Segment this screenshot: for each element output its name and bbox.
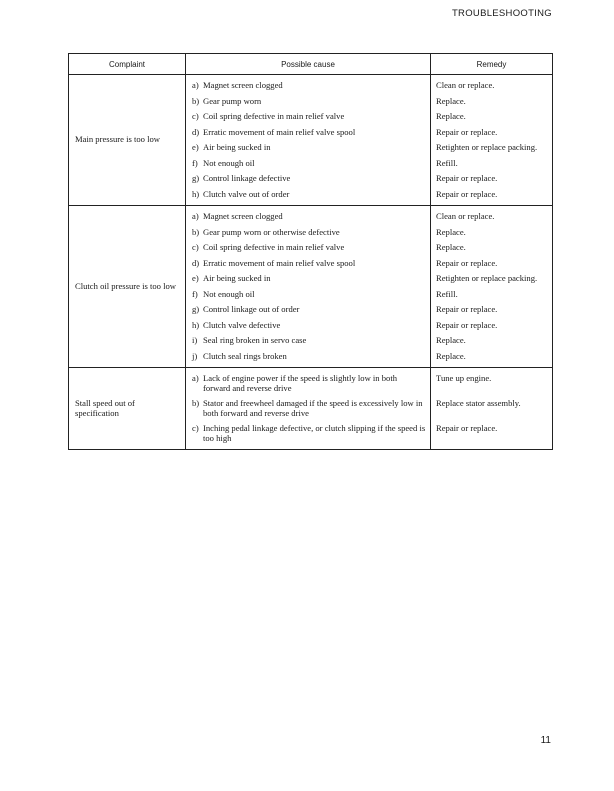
- cause-text: Stator and freewheel damaged if the speed is excessively low in both forward and reverse drive: [203, 398, 423, 418]
- cause-letter: c): [192, 242, 199, 252]
- cause-letter: f): [192, 288, 198, 299]
- cause-text: Not enough oil: [203, 288, 255, 299]
- cause-text: Gear pump worn or otherwise defective: [203, 226, 340, 237]
- remedy-text: Repair or replace.: [436, 319, 498, 330]
- cause-text: Seal ring broken in servo case: [203, 335, 307, 345]
- cause-letter: a): [192, 211, 199, 221]
- cause-text: Magnet screen clogged: [203, 211, 283, 221]
- remedy-cell: [431, 225, 553, 241]
- complaint-cell: Clutch oil pressure is too low: [69, 206, 186, 368]
- cause-letter: e): [192, 142, 199, 152]
- possible-cause-cell: [186, 256, 431, 272]
- remedy-cell: [431, 206, 553, 225]
- remedy-text: Clean or replace.: [436, 211, 495, 221]
- possible-cause-cell: [186, 156, 431, 172]
- cause-letter: a): [192, 80, 199, 90]
- possible-cause-cell: [186, 140, 431, 156]
- remedy-cell: [431, 240, 553, 256]
- remedy-text: Repair or replace.: [436, 188, 498, 199]
- column-header-remedy: Remedy: [431, 54, 553, 75]
- table-header-row: [69, 54, 553, 75]
- cause-letter: a): [192, 373, 199, 383]
- cause-letter: b): [192, 398, 200, 408]
- cause-letter: c): [192, 111, 199, 121]
- remedy-cell: [431, 333, 553, 349]
- cause-letter: g): [192, 304, 200, 314]
- cause-text: Clutch seal rings broken: [203, 350, 287, 361]
- remedy-text: Repair or replace.: [436, 257, 498, 268]
- remedy-cell: [431, 140, 553, 156]
- remedy-text: Replace.: [436, 226, 466, 237]
- table-row: [69, 368, 553, 397]
- remedy-cell: [431, 368, 553, 397]
- remedy-text: Refill.: [436, 288, 458, 299]
- remedy-cell: [431, 302, 553, 318]
- cause-letter: d): [192, 257, 200, 268]
- cause-text: Inching pedal linkage defective, or clutch slipping if the speed is too high: [203, 423, 426, 443]
- possible-cause-cell: [186, 302, 431, 318]
- remedy-text: Tune up engine.: [436, 373, 492, 383]
- remedy-cell: [431, 109, 553, 125]
- cause-letter: c): [192, 423, 199, 433]
- possible-cause-cell: [186, 368, 431, 397]
- cause-text: Clutch valve out of order: [203, 188, 290, 199]
- remedy-cell: [431, 318, 553, 334]
- troubleshooting-table: [68, 53, 553, 450]
- remedy-cell: [431, 421, 553, 450]
- cause-text: Erratic movement of main relief valve spool: [203, 126, 356, 137]
- cause-text: Coil spring defective in main relief valve: [203, 111, 345, 121]
- cause-text: Lack of engine power if the speed is slightly low in both forward and reverse drive: [203, 373, 398, 393]
- possible-cause-cell: [186, 318, 431, 334]
- cause-text: Not enough oil: [203, 157, 255, 168]
- remedy-cell: [431, 271, 553, 287]
- cause-letter: b): [192, 95, 200, 106]
- remedy-cell: [431, 94, 553, 110]
- cause-letter: h): [192, 188, 200, 199]
- remedy-cell: [431, 349, 553, 368]
- possible-cause-cell: [186, 94, 431, 110]
- cause-letter: h): [192, 319, 200, 330]
- cause-text: Air being sucked in: [203, 273, 271, 283]
- possible-cause-cell: [186, 240, 431, 256]
- possible-cause-cell: [186, 109, 431, 125]
- remedy-text: Repair or replace.: [436, 423, 498, 433]
- possible-cause-cell: [186, 333, 431, 349]
- possible-cause-cell: [186, 271, 431, 287]
- cause-text: Control linkage defective: [203, 173, 291, 183]
- cause-letter: j): [192, 350, 198, 361]
- possible-cause-cell: [186, 171, 431, 187]
- remedy-cell: [431, 75, 553, 94]
- remedy-text: Replace.: [436, 95, 466, 106]
- complaint-cell: Stall speed out of specification: [69, 368, 186, 450]
- page-number: 11: [540, 735, 551, 746]
- remedy-cell: [431, 156, 553, 172]
- running-header: TROUBLESHOOTING: [451, 8, 552, 19]
- cause-text: Magnet screen clogged: [203, 80, 283, 90]
- possible-cause-cell: [186, 125, 431, 141]
- remedy-text: Clean or replace.: [436, 80, 495, 90]
- remedy-text: Replace stator assembly.: [436, 398, 521, 408]
- remedy-text: Replace.: [436, 350, 466, 361]
- remedy-text: Retighten or replace packing.: [436, 273, 538, 283]
- remedy-text: Retighten or replace packing.: [436, 142, 538, 152]
- possible-cause-cell: [186, 287, 431, 303]
- possible-cause-cell: [186, 225, 431, 241]
- table-body: [69, 75, 553, 450]
- remedy-cell: [431, 171, 553, 187]
- cause-letter: f): [192, 157, 198, 168]
- cause-letter: e): [192, 273, 199, 283]
- remedy-cell: [431, 125, 553, 141]
- possible-cause-cell: [186, 421, 431, 450]
- remedy-text: Repair or replace.: [436, 173, 498, 183]
- cause-letter: i): [192, 335, 198, 345]
- remedy-cell: [431, 256, 553, 272]
- cause-text: Coil spring defective in main relief valve: [203, 242, 345, 252]
- remedy-cell: [431, 187, 553, 206]
- remedy-cell: [431, 396, 553, 421]
- complaint-cell: Main pressure is too low: [69, 75, 186, 206]
- column-header-complaint: Complaint: [69, 54, 186, 75]
- cause-text: Air being sucked in: [203, 142, 271, 152]
- possible-cause-cell: [186, 187, 431, 206]
- table-row: [69, 75, 553, 94]
- possible-cause-cell: [186, 206, 431, 225]
- possible-cause-cell: [186, 349, 431, 368]
- cause-text: Gear pump worn: [203, 95, 262, 106]
- cause-text: Erratic movement of main relief valve spool: [203, 257, 356, 268]
- remedy-text: Replace.: [436, 335, 466, 345]
- remedy-text: Refill.: [436, 157, 458, 168]
- cause-letter: g): [192, 173, 200, 183]
- remedy-text: Replace.: [436, 111, 466, 121]
- remedy-text: Repair or replace.: [436, 126, 498, 137]
- remedy-text: Replace.: [436, 242, 466, 252]
- possible-cause-cell: [186, 75, 431, 94]
- possible-cause-cell: [186, 396, 431, 421]
- remedy-text: Repair or replace.: [436, 304, 498, 314]
- cause-text: Control linkage out of order: [203, 304, 300, 314]
- column-header-possible-cause: Possible cause: [186, 54, 431, 75]
- table-row: [69, 206, 553, 225]
- cause-letter: b): [192, 226, 200, 237]
- cause-text: Clutch valve defective: [203, 319, 281, 330]
- cause-letter: d): [192, 126, 200, 137]
- remedy-cell: [431, 287, 553, 303]
